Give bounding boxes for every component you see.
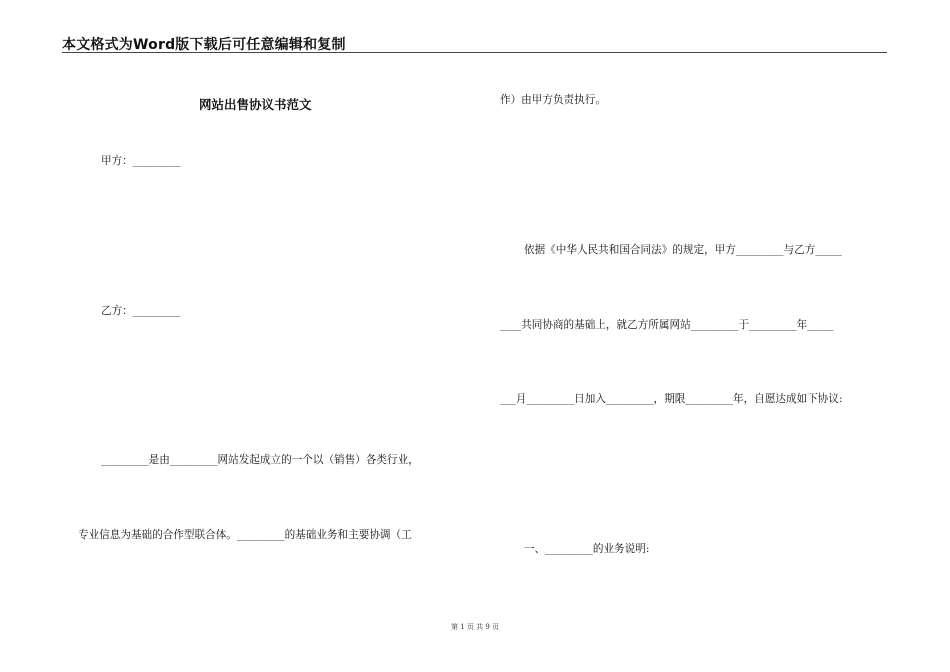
header-divider xyxy=(62,52,887,53)
legal-basis-line3: ___月_________日加入_________，期限_________年，自愿达成如下协议: xyxy=(500,393,843,405)
document-title: 网站出售协议书范文 xyxy=(199,97,312,112)
paragraph-intro-line1: _________是由_________网站发起成立的一个以（销售）各类行业， xyxy=(101,454,419,466)
legal-basis-line2: ____共同协商的基础上，就乙方所属网站_________于_________年_____ xyxy=(500,319,834,331)
document-header: 本文格式为Word版下载后可任意编辑和复制 xyxy=(62,37,346,53)
party-a-line: 甲方：_________ xyxy=(101,155,181,167)
paragraph-continuation: 作）由甲方负责执行。 xyxy=(500,94,606,106)
page-number-footer: 第 1 页 共 9 页 xyxy=(450,623,500,631)
section-one-heading: 一、_________的业务说明: xyxy=(524,543,650,555)
legal-basis-line1: 依据《中华人民共和国合同法》的规定，甲方_________与乙方_____ xyxy=(524,244,842,256)
party-b-line: 乙方：_________ xyxy=(101,305,181,317)
paragraph-intro-line2: 专业信息为基础的合作型联合体。_________的基础业务和主要协调（工 xyxy=(78,529,412,541)
